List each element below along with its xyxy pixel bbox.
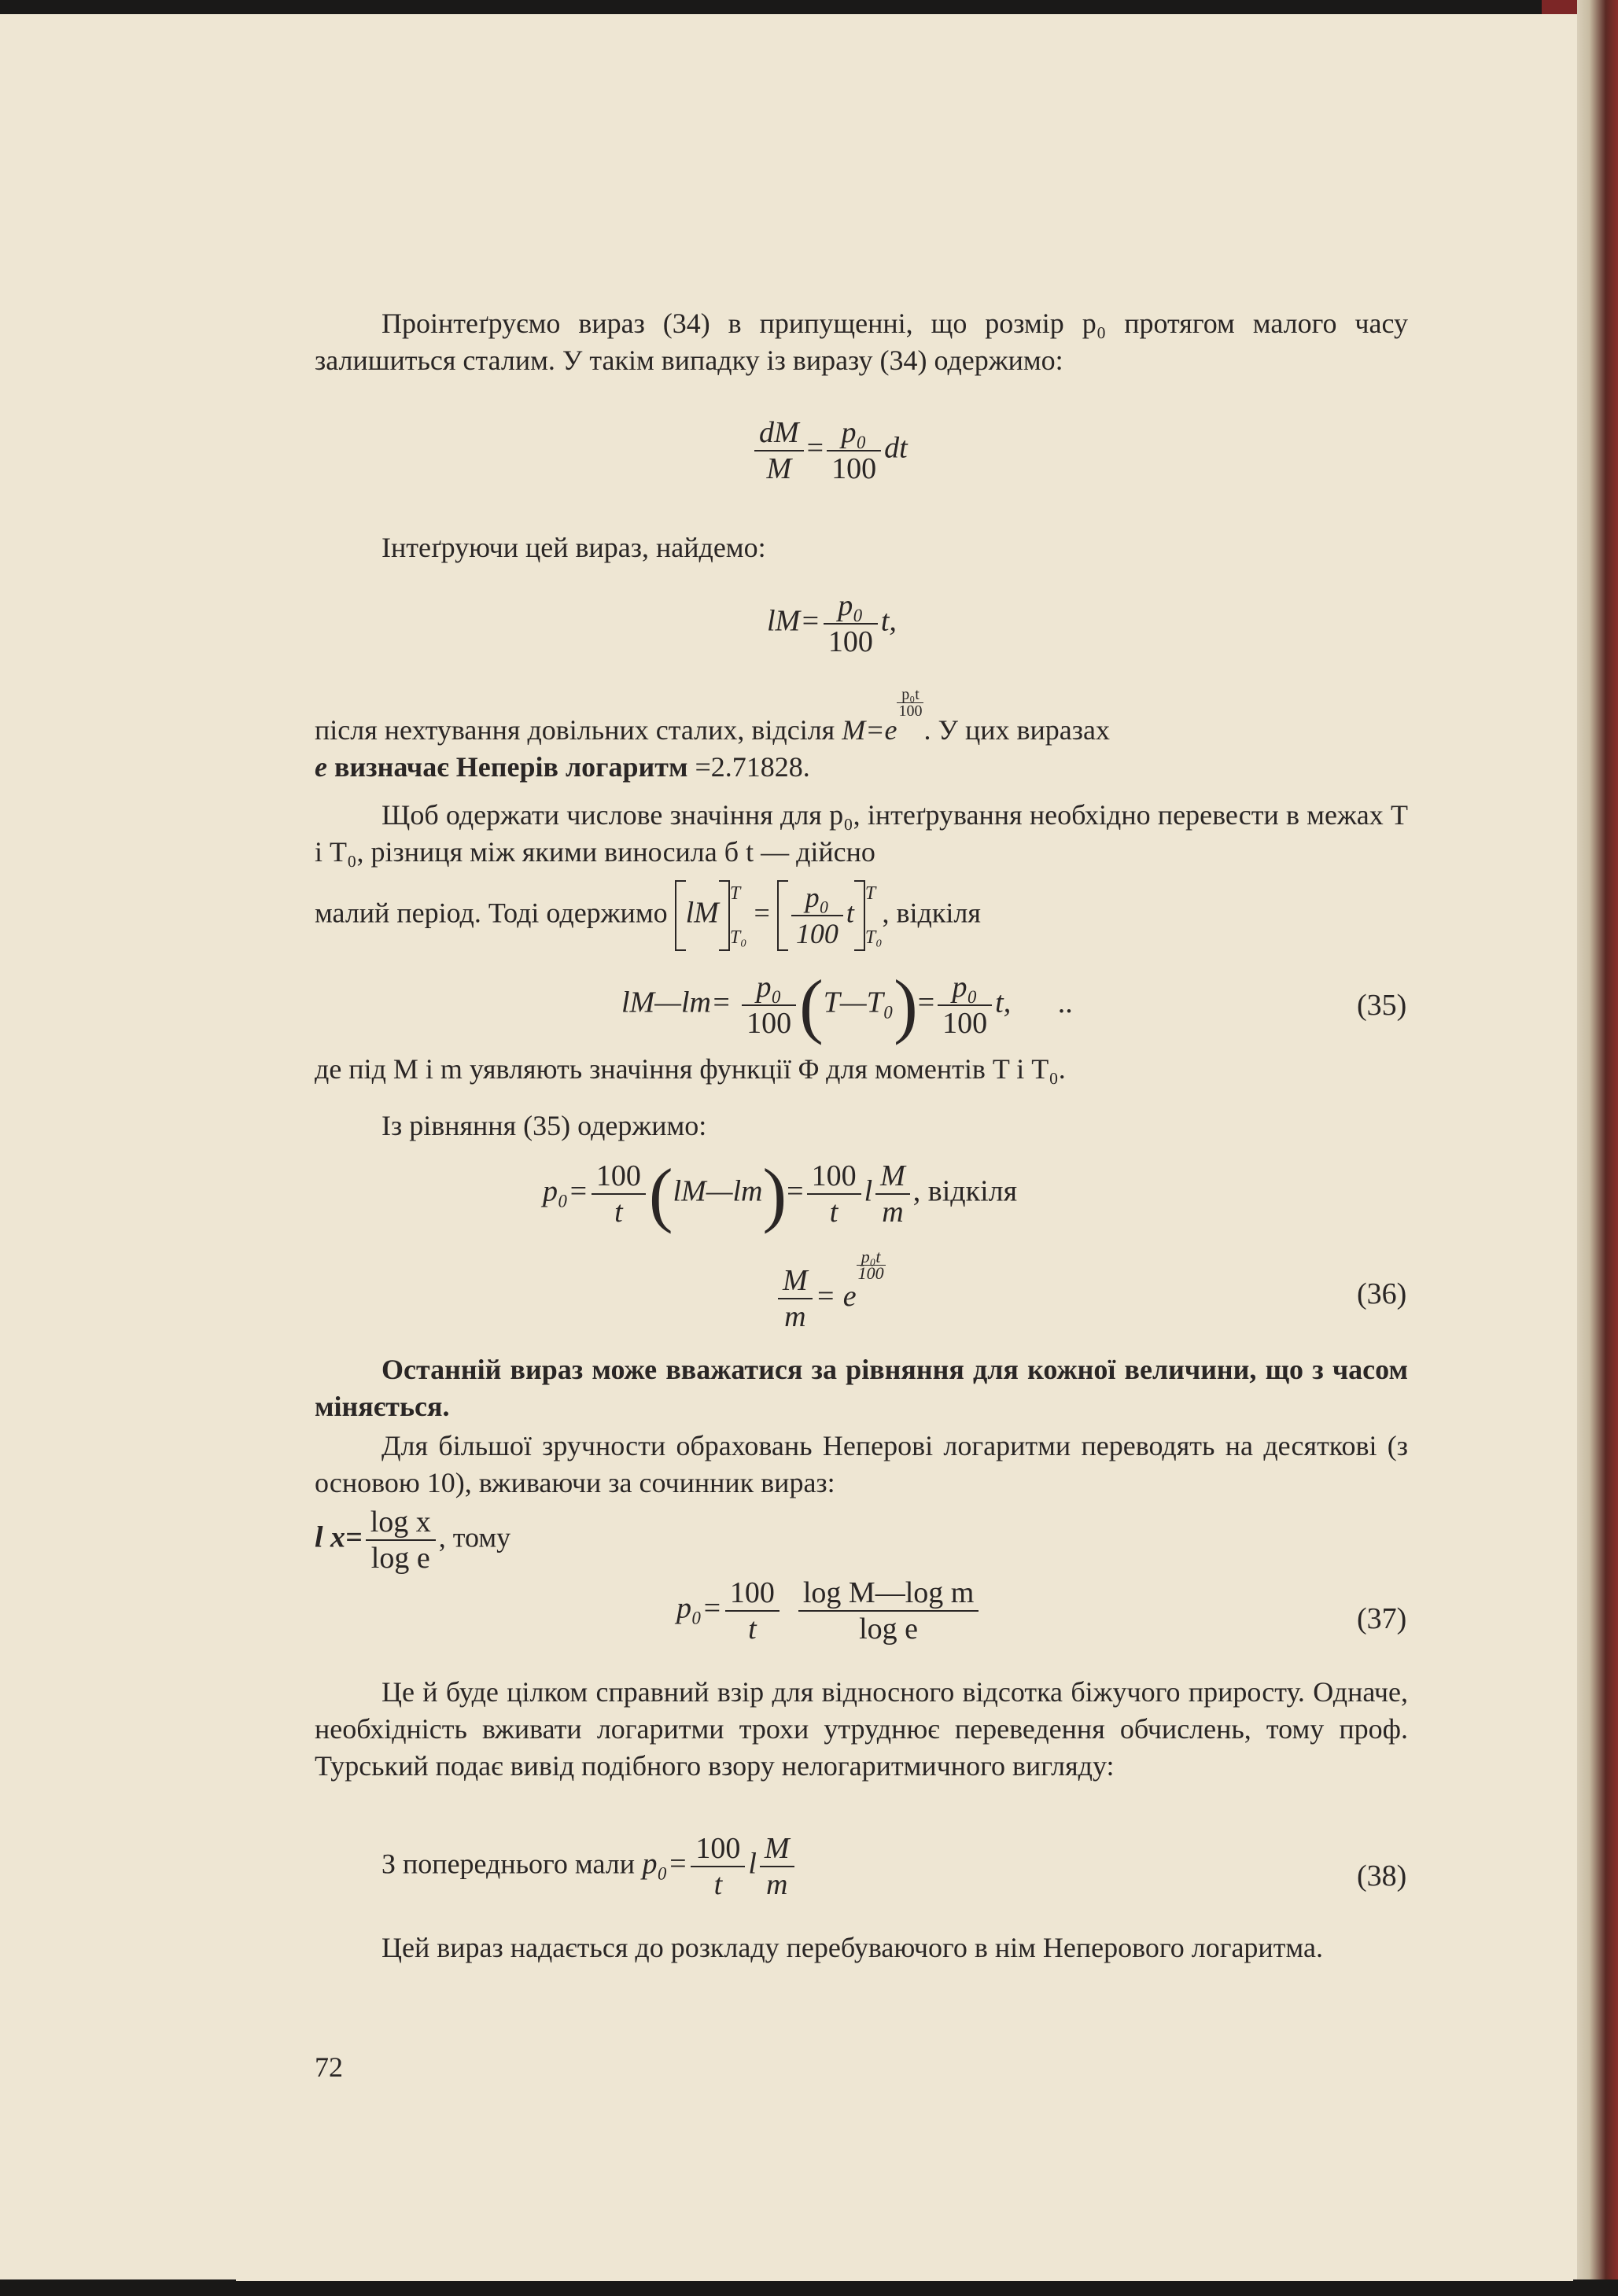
page-bottom-strip <box>236 2276 1573 2281</box>
equation-number-36: (36) <box>1357 1277 1407 1310</box>
equation-p0: p₀= $\frac{100}{t}$ (lM—lm)= $\frac{100}{t}$ l $\frac{M}{m}$ , відкіля <box>543 1154 1018 1234</box>
paragraph-8: Для більшої зручности обраховань Неперові логаритми переводять на десяткові (з основою 10), вживаючи за сочинник вираз: <box>315 1430 1408 1498</box>
paragraph-6: Із рівняння (35) одержимо: <box>381 1110 707 1141</box>
paragraph-9: Це й буде цілком справний взір для відносного відсотка біжучого приросту. Одначе, необхідність вживати логаритми трохи утруднює переведення обчислень, тому проф. Турський подає вивід подібного взору нелогаритмичного вигляду: <box>315 1676 1408 1782</box>
paragraph-7: Останній вираз може вважатися за рівняння для кожної величини, що з часом міняється. <box>315 1354 1408 1422</box>
paragraph-1: Проінтеґруємо вираз (34) в припущенні, що розмір p₀ протягом малого часу залишиться сталим. У такім випадку із виразу (34) одержимо: <box>315 308 1408 376</box>
page-number: 72 <box>315 2051 343 2083</box>
scan-top-edge <box>0 0 1618 14</box>
paragraph-2: Інтеґруючи цей вираз, найдемо: <box>381 532 766 563</box>
equation-35: lM—lm= $\frac{\text{p₀}}{100}$ (T—T₀)= $\frac{\text{p₀}}{100}$ t, .. <box>621 965 1073 1045</box>
paragraph-3: після нехтування довільних сталих, відсіля M=e $\frac{\text{p₀t}}{100}$ . У цих виразах e визначає Неперів логаритм =2.71828. <box>315 686 1110 783</box>
equation-37: p₀= $\frac{100}{t}$ $\frac{\text{log M—log m}}{\text{log e}}$ <box>676 1576 982 1646</box>
equation-log-conversion: l x= $\frac{\text{log x}}{\text{log e}}$ , тому <box>315 1505 511 1575</box>
equation-definite-integral: малий період. Тоді одержимо lM T T₀ = $\frac{\text{p₀}}{100}$ t T T₀ , відкіля <box>315 882 981 949</box>
equation-38: З попереднього мали p₀= $\frac{100}{t}$ l $\frac{M}{m}$ <box>381 1831 798 1902</box>
paragraph-4: Щоб одержати числове значіння для p₀, інтеґрування необхідно перевести в межах T і T₀, різниця між якими виносила б t — дійсно <box>315 799 1408 868</box>
paragraph-5: де під M і m уявляють значіння функції Φ для моментів T і T₀. <box>315 1053 1066 1085</box>
equation-lm: lM= $\frac{\text{p₀}}{100}$ t, <box>767 589 897 658</box>
equation-number-37: (37) <box>1357 1602 1407 1635</box>
book-page <box>0 14 1589 2279</box>
equation-number-35: (35) <box>1357 989 1407 1022</box>
exponent-fraction: $\frac{\text{p₀t}}{100}$ <box>898 686 923 720</box>
scan-bottom-edge <box>0 2279 1618 2296</box>
scan-right-edge <box>1577 0 1618 2296</box>
equation-dm-over-m: $\frac{dM}{M}$ = $\frac{\text{p₀}}{100}$ dt <box>751 415 908 486</box>
equation-36: $\frac{M}{m}$ = e $\frac{\text{p₀t}}{100}$ <box>775 1249 886 1334</box>
paragraph-10: Цей вираз надається до розкладу перебуваючого в нім Неперового логаритма. <box>381 1932 1323 1963</box>
equation-number-38: (38) <box>1357 1859 1407 1892</box>
